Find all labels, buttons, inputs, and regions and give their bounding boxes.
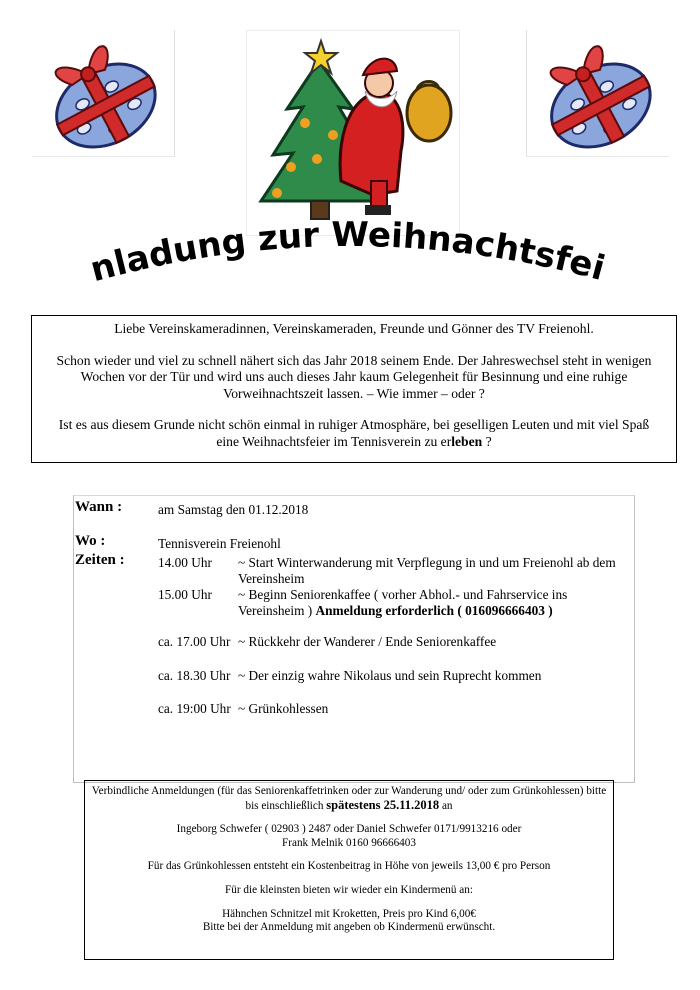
wann-label: Wann :: [75, 499, 123, 515]
registration-box: [84, 780, 614, 960]
greeting-text: Liebe Vereinskameradinnen, Vereinskameraden, Freunde und Gönner des TV Freienohl.: [114, 321, 594, 336]
intro-paragraph: Schon wieder und viel zu schnell nähert sich das Jahr 2018 seinem Ende. Der Jahreswechsel steht in wenigen Wochen vor der Tür und wird uns auch dieses Jahr kaum Gelegenheit für Besinnung und eine ruhige Vorweihnachtszeit lassen. – Wie immer – oder ?: [56, 352, 652, 401]
emphasis-leben: leben: [451, 433, 483, 449]
invitation-question: Ist es aus diesem Grunde nicht schön einmal in ruhiger Atmosphäre, bei geselligen Leuten und mit viel Spaß eine Weihnachtsfeier im Tennisverein zu erleben ?: [58, 417, 650, 449]
contacts: Ingeborg Schwefer ( 02903 ) 2487 oder Daniel Schwefer 0171/9913216 oder Frank Melnik 0160 96666403: [176, 823, 522, 849]
intro-box: [31, 315, 677, 463]
schedule-time: ca. 19:00 Uhr: [158, 701, 231, 716]
wo-label: Wo :: [75, 533, 106, 549]
schedule-desc: ~ Start Winterwanderung mit Verpflegung in und um Freienohl ab dem Vereinsheim: [238, 555, 616, 586]
kids-menu-details: Hähnchen Schnitzel mit Kroketten, Preis pro Kind 6,00€ Bitte bei der Anmeldung mit angeben ob Kindermenü erwünscht.: [202, 907, 496, 934]
christmas-tree-santa-illustration: [246, 30, 460, 236]
deadline-date: spätestens 25.11.2018: [326, 797, 440, 812]
kids-menu-intro: Für die kleinsten bieten wir wieder ein Kindermenü an:: [225, 883, 473, 896]
cost-info: Für das Grünkohlessen entsteht ein Kostenbeitrag in Höhe von jeweils 13,00 € pro Person: [147, 860, 551, 873]
gift-right-illustration: [526, 30, 669, 157]
schedule-time: 14.00 Uhr: [158, 555, 212, 570]
registration-deadline-text: Verbindliche Anmeldungen (für das Seniorenkaffetrinken oder zur Wanderung und/ oder zum Grünkohlessen) bitte bis einschließlich spätestens 25.11.2018 an: [91, 785, 607, 812]
event-details: [73, 495, 635, 783]
registration-required-note: Anmeldung erforderlich ( 016096666403 ): [315, 603, 553, 618]
schedule-time: ca. 17.00 Uhr: [158, 634, 231, 649]
schedule-time: 15.00 Uhr: [158, 587, 212, 602]
schedule-desc: ~ Rückkehr der Wanderer / Ende Seniorenkaffee: [238, 634, 497, 649]
page-title-text: ladung zur Weihnachtsfei: [110, 218, 610, 289]
schedule-desc: ~ Der einzig wahre Nikolaus und sein Ruprecht kommen: [238, 668, 542, 683]
wo-value: Tennisverein Freienohl: [158, 536, 281, 551]
page-title: [90, 218, 610, 298]
schedule-desc: ~ Grünkohlessen: [238, 701, 329, 716]
gift-left-illustration: [32, 30, 175, 157]
schedule-desc: ~ Beginn Seniorenkaffee ( vorher Abhol.- und Fahrservice ins Vereinsheim ) Anmeldung erforderlich ( 016096666403 ): [238, 587, 568, 618]
schedule-time: ca. 18.30 Uhr: [158, 668, 231, 683]
zeiten-label: Zeiten :: [75, 552, 125, 568]
wann-value: am Samstag den 01.12.2018: [158, 502, 309, 517]
